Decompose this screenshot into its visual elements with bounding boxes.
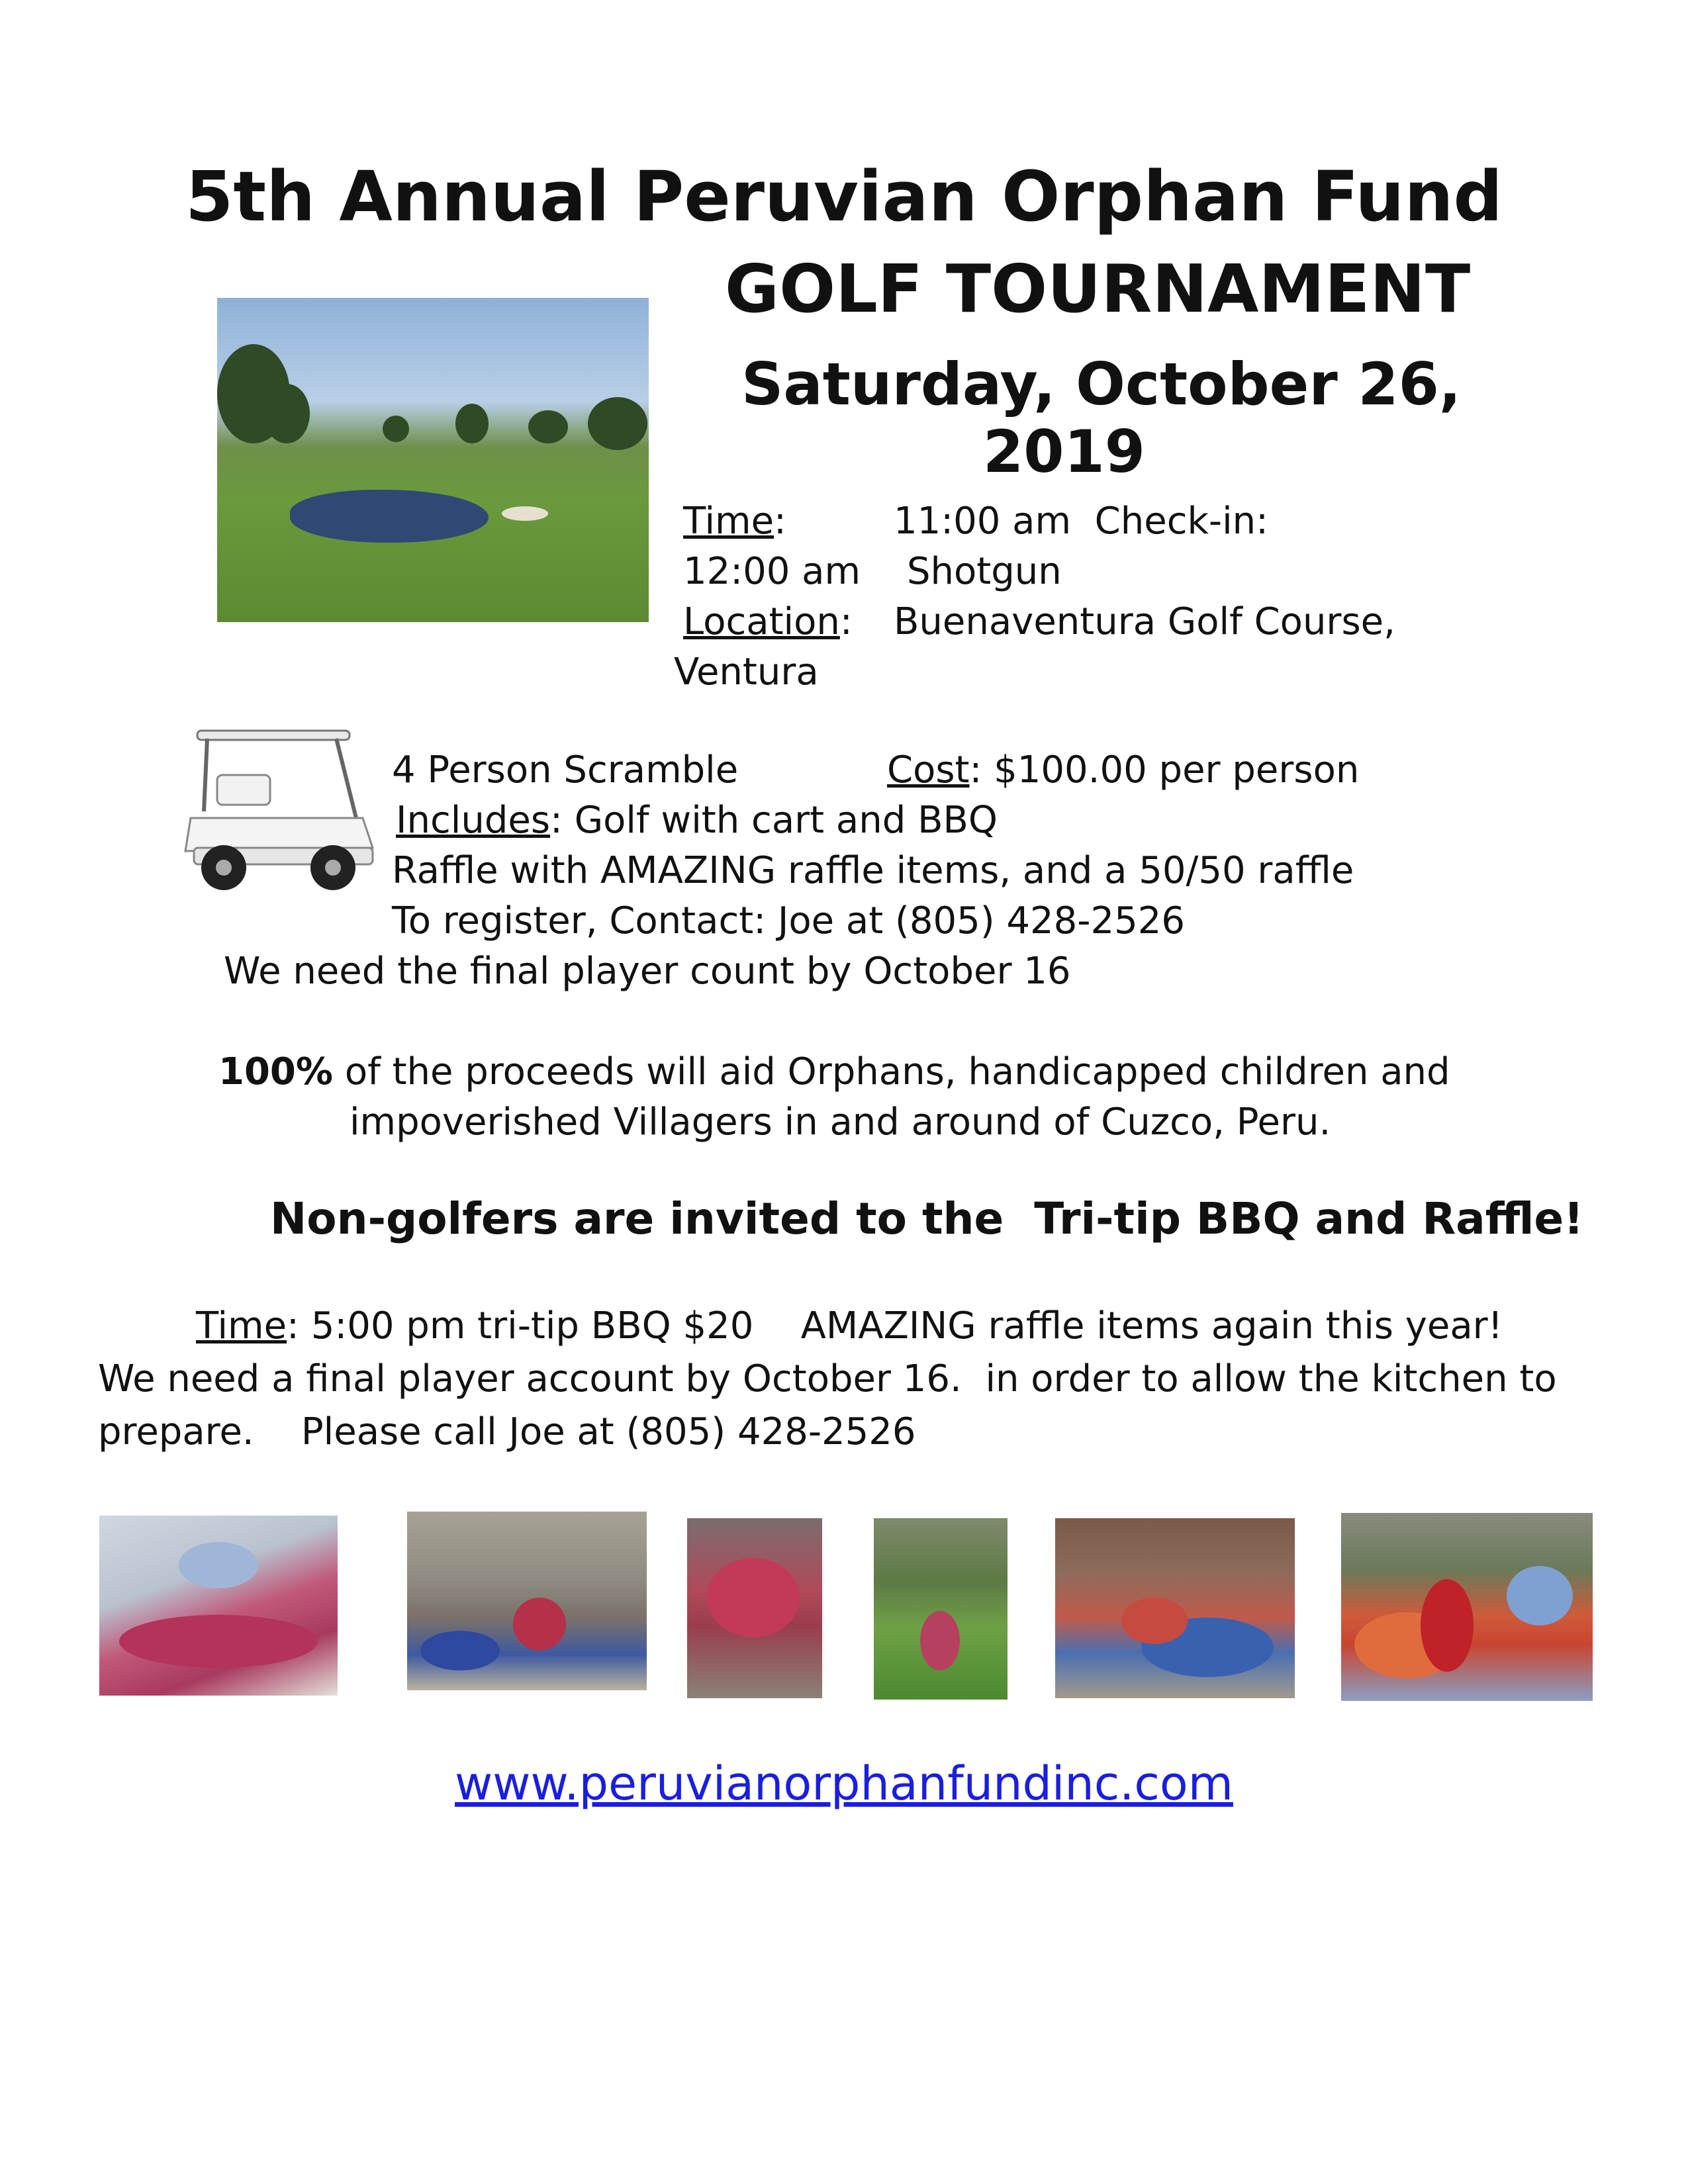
- page-subtitle: GOLF TOURNAMENT: [725, 250, 1471, 328]
- website-footer: [0, 1754, 1688, 1813]
- nongolfers-heading: Non-golfers are invited to the Tri-tip BBQ and Raffle!: [270, 1193, 1584, 1244]
- gallery-photo-santa: [1341, 1513, 1593, 1701]
- includes-label: Includes: [396, 799, 551, 842]
- bbq-contact: prepare. Please call Joe at (805) 428-2526: [98, 1410, 916, 1453]
- deadline-info: We need the final player count by October 16: [224, 950, 1071, 993]
- proceeds-line1: [218, 1047, 1450, 1097]
- checkin-time: 11:00 am Check-in:: [894, 500, 1269, 543]
- proceeds-percent: 100%: [218, 1050, 334, 1093]
- golf-course-photo: [217, 298, 649, 622]
- cost-label: Cost: [887, 749, 970, 792]
- time-row: Time:: [683, 500, 786, 543]
- gallery-photo-field: [874, 1518, 1008, 1700]
- event-date-line1: Saturday, October 26,: [741, 350, 1462, 418]
- gallery-photo-children-group: [99, 1516, 338, 1696]
- cost-value: : $100.00 per person: [969, 749, 1360, 792]
- bbq-time-row: [196, 1301, 1503, 1351]
- shotgun-time: 12:00 am: [683, 550, 861, 593]
- bbq-time-label: Time: [196, 1304, 287, 1347]
- website-link[interactable]: www.peruvianorphanfundinc.com: [455, 1756, 1233, 1811]
- page-title: 5th Annual Peruvian Orphan Fund: [185, 156, 1503, 237]
- time-label: Time: [683, 500, 774, 543]
- register-info: To register, Contact: Joe at (805) 428-2526: [392, 899, 1185, 942]
- cost-row: [887, 745, 1359, 796]
- location-value: Buenaventura Golf Course,: [894, 600, 1395, 643]
- gallery-photo-crowd: [407, 1512, 647, 1690]
- proceeds-line2: impoverished Villagers in and around of Cuzco, Peru.: [350, 1101, 1331, 1144]
- raffle-info: Raffle with AMAZING raffle items, and a 50/50 raffle: [392, 849, 1354, 892]
- location-row: Location:: [683, 600, 853, 643]
- gallery-photo-donations: [1055, 1518, 1295, 1698]
- includes-row: [396, 796, 998, 846]
- event-format: 4 Person Scramble: [392, 749, 739, 792]
- shotgun-label: Shotgun: [907, 550, 1062, 593]
- proceeds-text: of the proceeds will aid Orphans, handicapped children and: [333, 1050, 1450, 1093]
- location-label: Location: [683, 600, 840, 643]
- gallery-photo-villagers: [687, 1518, 822, 1698]
- location-city: Ventura: [674, 651, 819, 694]
- event-date-line2: 2019: [983, 418, 1145, 486]
- includes-value: : Golf with cart and BBQ: [550, 799, 998, 842]
- golf-cart-icon: [177, 719, 381, 897]
- bbq-deadline: We need a final player account by October 16. in order to allow the kitchen to: [98, 1357, 1557, 1400]
- bbq-time-text: : 5:00 pm tri-tip BBQ $20 AMAZING raffle items again this year!: [287, 1304, 1503, 1347]
